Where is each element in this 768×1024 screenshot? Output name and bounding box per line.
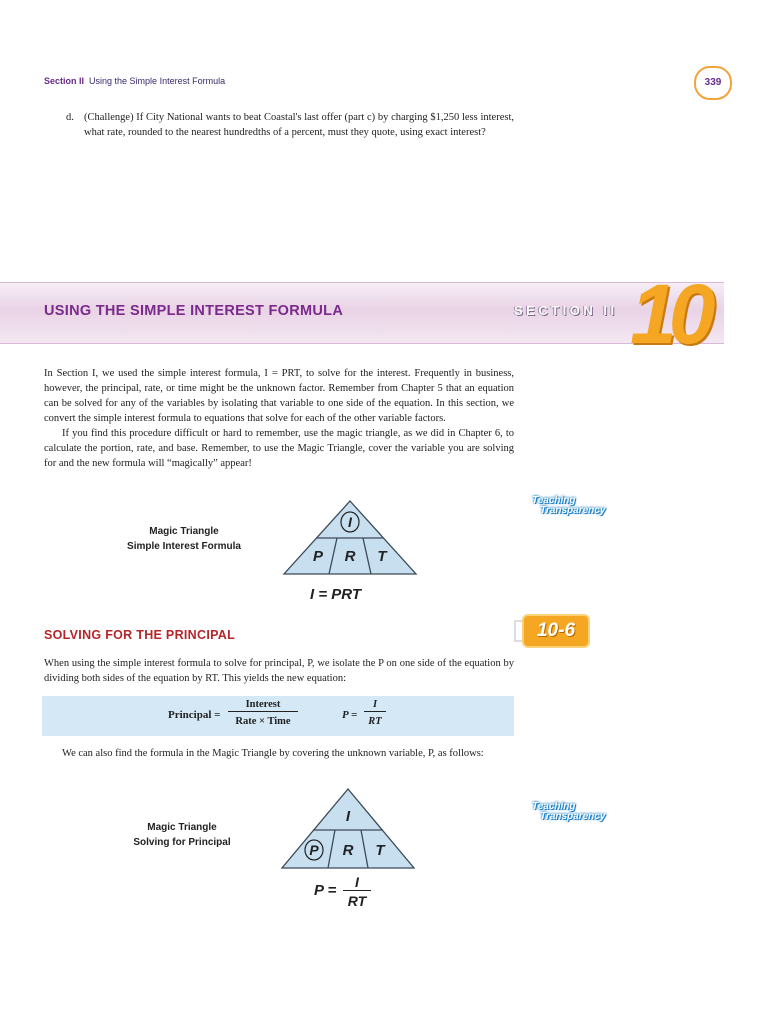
triangle-2-caption-line2: Solving for Principal: [133, 837, 231, 848]
triangle-2-r: R: [342, 842, 354, 859]
principal-label: Principal =: [168, 709, 221, 721]
rate-time-denominator: Rate × Time: [235, 716, 291, 727]
principal-paragraph: When using the simple interest formula to solve for principal, P, we isolate the P on one side of the equation by dividing both sides of the equation by RT. This yields the new equation:: [44, 658, 514, 684]
running-header: [44, 76, 225, 86]
magic-triangle-1: [280, 498, 420, 578]
triangle-2-top: I: [345, 808, 351, 825]
teaching-label: Teaching: [532, 495, 576, 506]
question-letter: d.: [66, 112, 74, 123]
triangle-2-formula-den: RT: [347, 893, 367, 909]
intro-paragraph-1: In Section I, we used the simple interest formula, I = PRT, to solve for the interest. Frequently in business, however, the principal, rate, or time might be the unknown factor. Remember from Chapter 5 that an equation can be solved for any of the variables by isolating that variable to one side of the equation. In this section, we convert the simple interest formula to equations that solve for each of the other variable factors.: [44, 368, 514, 424]
triangle-paragraph: We can also find the formula in the Magic Triangle by covering the unknown variable, P, as follows:: [62, 748, 484, 759]
magic-triangle-2: [278, 786, 418, 872]
triangle-1-caption: [112, 524, 256, 554]
section-heading: USING THE SIMPLE INTEREST FORMULA: [44, 303, 344, 319]
interest-numerator: Interest: [228, 699, 298, 712]
triangle-1-caption-line2: Simple Interest Formula: [127, 541, 241, 552]
triangle-1-caption-line1: Magic Triangle: [149, 526, 219, 537]
section-title: Using the Simple Interest Formula: [89, 76, 226, 86]
teaching-transparency-logo-2: [528, 802, 605, 822]
objective-badge: 10-6: [522, 614, 590, 648]
teaching-label-2: Teaching: [532, 801, 576, 812]
question-d-text: (Challenge) If City National wants to beat Coastal's last offer (part c) by charging $1,250 less interest, what rate, rounded to the nearest hundredths of a percent, must they quote, using exact interest?: [84, 112, 514, 138]
transparency-label-2: Transparency: [540, 811, 606, 822]
teaching-transparency-logo-1: [528, 496, 605, 516]
rt-denominator: RT: [368, 716, 382, 727]
transparency-label: Transparency: [540, 505, 606, 516]
intro-text: [44, 366, 514, 471]
page-number: 339: [694, 66, 732, 100]
section-word: SECTION II: [514, 303, 618, 318]
section-label: Section II: [44, 76, 85, 86]
chapter-number: 10: [630, 267, 708, 361]
triangle-1-r: R: [344, 548, 356, 565]
triangle-2-caption-line1: Magic Triangle: [147, 822, 217, 833]
triangle-1-top: I: [348, 514, 352, 530]
triangle-1-p: P: [312, 548, 324, 565]
i-numerator: I: [364, 699, 386, 712]
triangle-2-formula-num: I: [343, 874, 371, 891]
subsection-heading: SOLVING FOR THE PRINCIPAL: [44, 628, 236, 642]
formula-box: [42, 696, 514, 736]
triangle-2-p: P: [309, 842, 319, 858]
p-label: P =: [342, 709, 358, 721]
triangle-2-formula-label: P =: [314, 882, 337, 899]
triangle-1-formula: I = PRT: [310, 586, 361, 603]
intro-paragraph-2: If you find this procedure difficult or hard to remember, use the magic triangle, as we did in Chapter 6, to calculate the portion, rate, and base. Remember, to use the Magic Triangle, cover the variable you are solving for and the new formula will “magically” appear!: [44, 428, 514, 469]
triangle-1-t: T: [377, 548, 387, 565]
triangle-2-caption: [110, 820, 254, 850]
triangle-2-t: T: [375, 842, 385, 859]
